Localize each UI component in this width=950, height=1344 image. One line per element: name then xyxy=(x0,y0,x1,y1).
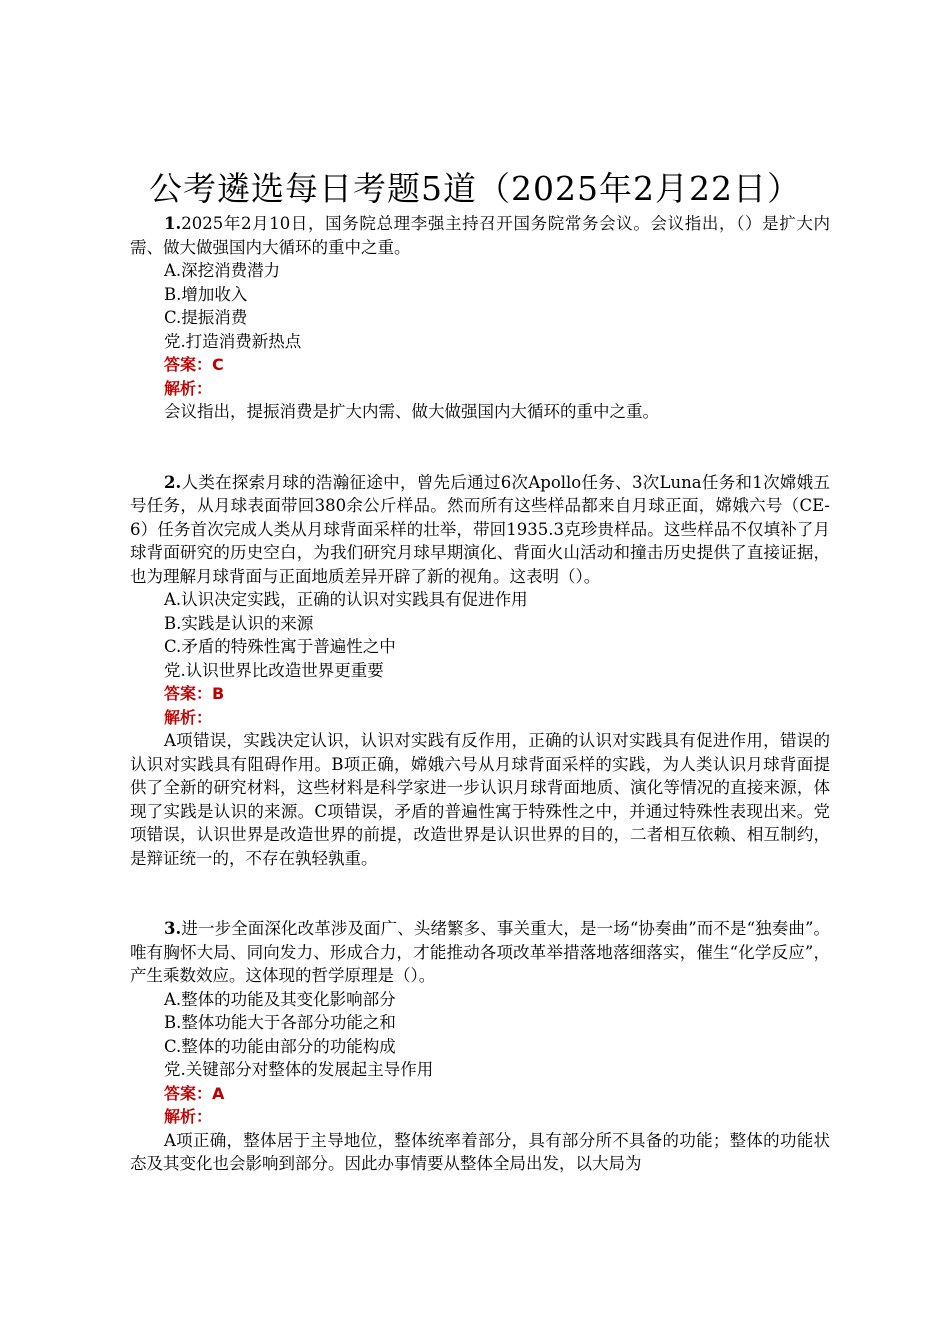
analysis-text: A项错误，实践决定认识，认识对实践有反作用，正确的认识对实践具有促进作用，错误的认识对实践具有阻碍作用。B项正确，嫦娥六号从月球背面采样的实践，为人类认识月球背面提供了全新的研究材料，这些材料是科学家进一步认识月球背面地质、演化等情况的直接来源，体现了实践是认识的来源。C项错误，矛盾的普遍性寓于特殊性之中，并通过特殊性表现出来。党项错误，认识世界是改造世界的前提，改造世界是认识世界的目的，二者相互依赖、相互制约，是辩证统一的，不存在孰轻孰重。 xyxy=(130,731,830,868)
page-title: 公考遴选每日考题5道（2025年2月22日） xyxy=(149,169,801,208)
question-stem xyxy=(130,917,830,988)
question-stem xyxy=(130,471,830,589)
analysis-text: A项正确，整体居于主导地位，整体统率着部分，具有部分所不具备的功能；整体的功能状态及其变化也会影响到部分。因此办事情要从整体全局出发，以大局为 xyxy=(130,1130,830,1173)
question-list xyxy=(130,212,830,1176)
option-c: C.提振消费 xyxy=(164,308,248,327)
option-a: A.整体的功能及其变化影响部分 xyxy=(164,989,396,1009)
analysis-label: 解析： xyxy=(164,378,213,398)
answer-line: 答案：B xyxy=(164,684,225,703)
option-d: 党.关键部分对整体的发展起主导作用 xyxy=(164,1060,434,1079)
option-a: A.深挖消费潜力 xyxy=(164,261,281,280)
question-number: 3. xyxy=(164,919,182,938)
spacer xyxy=(130,424,830,471)
option-d: 党.打造消费新热点 xyxy=(164,331,302,351)
question-2 xyxy=(130,471,830,871)
answer-line: 答案：A xyxy=(164,1083,225,1103)
option-b: B.实践是认识的来源 xyxy=(164,613,314,633)
question-3 xyxy=(130,917,830,1176)
option-b: B.增加收入 xyxy=(164,284,248,304)
question-number: 2. xyxy=(164,472,182,492)
answer-line: 答案：C xyxy=(164,355,224,374)
option-a: A.认识决定实践，正确的认识对实践具有促进作用 xyxy=(164,590,528,609)
option-c: C.矛盾的特殊性寓于普遍性之中 xyxy=(164,637,396,656)
option-b: B.整体功能大于各部分功能之和 xyxy=(164,1013,396,1032)
option-c: C.整体的功能由部分的功能构成 xyxy=(164,1036,396,1056)
analysis-label: 解析： xyxy=(164,1107,213,1126)
question-text: 人类在探索月球的浩瀚征途中，曾先后通过6次Apollo任务、3次Luna任务和1次嫦娥五号任务，从月球表面带回380余公斤样品。然而所有这些样品都来自月球正面，嫦娥六号（CE-6）任务首次完成人类从月球背面采样的壮举，带回1935.3克珍贵样品。这些样品不仅填补了月球背面研究的历史空白，为我们研究月球早期演化、背面火山活动和撞击历史提供了直接证据，也为理解月球背面与正面地质差异开辟了新的视角。这表明（）。 xyxy=(130,472,830,586)
analysis-label: 解析： xyxy=(164,707,213,727)
question-1 xyxy=(130,212,830,424)
question-text: 2025年2月10日，国务院总理李强主持召开国务院常务会议。会议指出，（）是扩大内需、做大做强国内大循环的重中之重。 xyxy=(130,214,830,257)
option-d: 党.认识世界比改造世界更重要 xyxy=(164,660,384,680)
analysis-text: 会议指出，提振消费是扩大内需、做大做强国内大循环的重中之重。 xyxy=(164,402,659,421)
question-number: 1. xyxy=(164,214,182,233)
spacer xyxy=(130,870,830,917)
question-stem xyxy=(130,212,830,259)
question-text: 进一步全面深化改革涉及面广、头绪繁多、事关重大，是一场“协奏曲”而不是“独奏曲”。唯有胸怀大局、同向发力、形成合力，才能推动各项改革举措落地落细落实，催生“化学反应”，产生乘数效应。这体现的哲学原理是（）。 xyxy=(130,919,830,985)
